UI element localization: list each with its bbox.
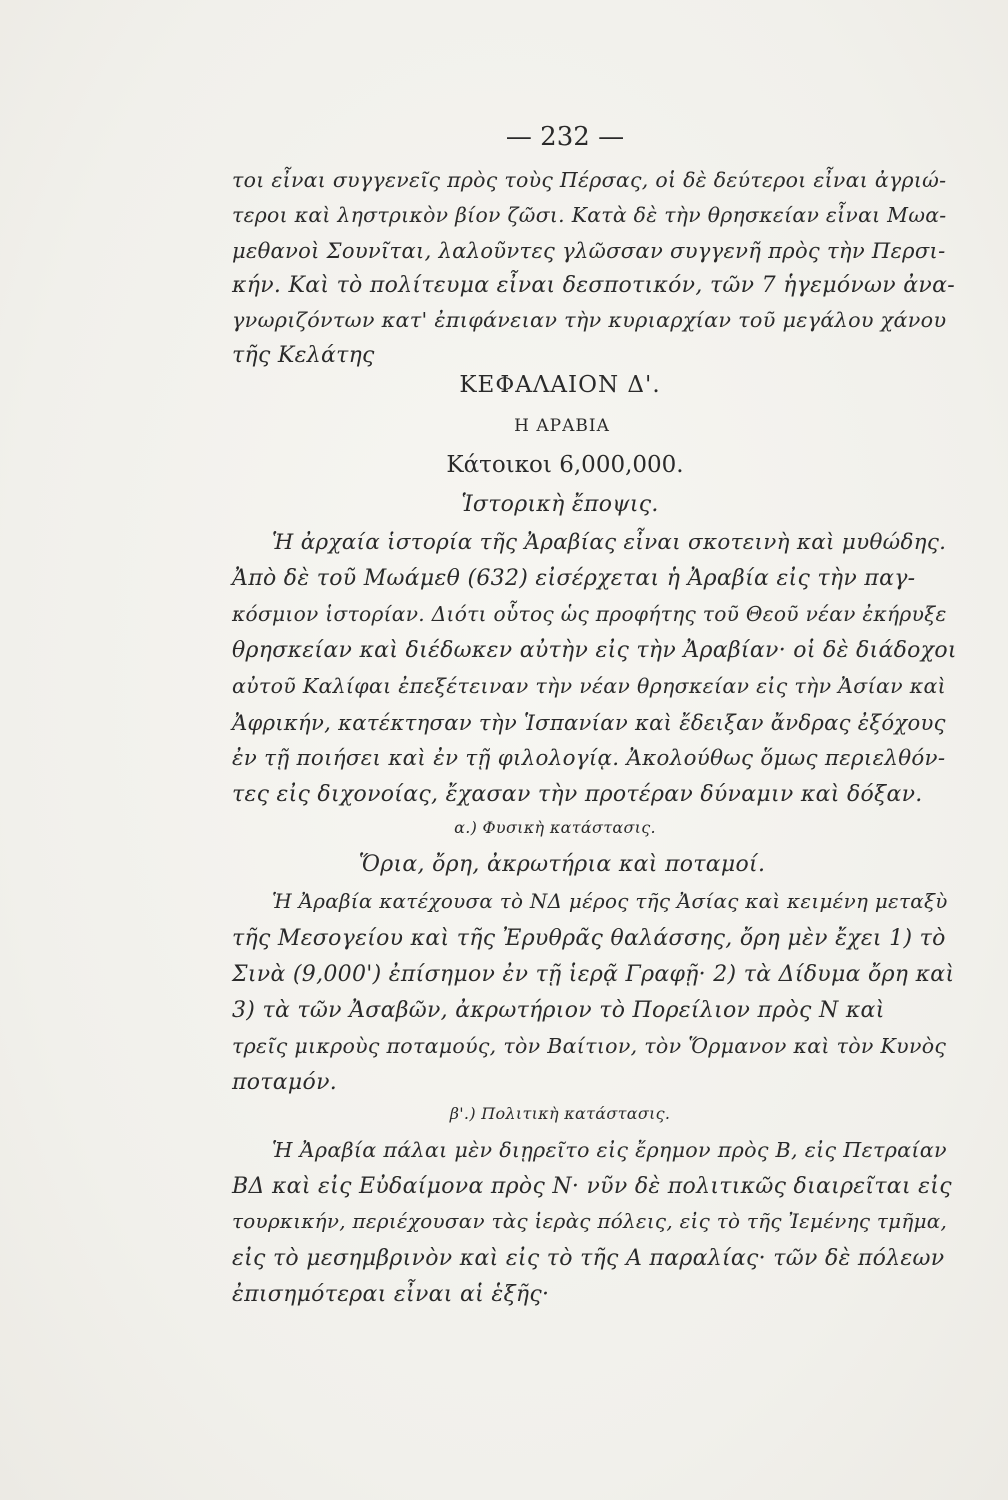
page-number: — 232 —	[505, 122, 625, 152]
population-line: Κάτοικοι 6,000,000.	[446, 452, 684, 478]
paragraph-3-line: Ἡ Ἀραβία κατέχουσα τὸ ΝΔ μέρος τῆς Ἀσίας καὶ κειμένη μεταξὺ	[272, 890, 948, 913]
historical-overview-heading: Ἱστορικὴ ἔποψις.	[461, 492, 659, 517]
section-b-heading: β'.) Πολιτικὴ κατάστασις.	[449, 1104, 671, 1123]
paragraph-1-line: τεροι καὶ ληστρικὸν βίον ζῶσι. Κατὰ δὲ τὴν θρησκείαν εἶναι Μωα-	[232, 203, 947, 227]
paragraph-1-line: γνωριζόντων κατ' ἐπιφάνειαν τὴν κυριαρχίαν τοῦ μεγάλου χάνου	[232, 308, 947, 332]
paragraph-3-line: Σινὰ (9,000') ἐπίσημον ἐν τῇ ἱερᾷ Γραφῇ· 2) τὰ Δίδυμα ὄρη καὶ	[232, 962, 955, 987]
paragraph-2-line: θρησκείαν καὶ διέδωκεν αὐτὴν εἰς τὴν Ἀραβίαν· οἱ δὲ διάδοχοι	[232, 638, 957, 663]
paragraph-2-line: Ἡ ἀρχαία ἱστορία τῆς Ἀραβίας εἶναι σκοτεινὴ καὶ μυθώδης.	[272, 530, 947, 555]
paragraph-3-line: τρεῖς μικροὺς ποταμούς, τὸν Βαίτιον, τὸν Ὅρμανον καὶ τὸν Κυνὸς	[232, 1034, 947, 1058]
paragraph-2-line: κόσμιον ἱστορίαν. Διότι οὗτος ὡς προφήτης τοῦ Θεοῦ νέαν ἐκήρυξε	[232, 602, 947, 626]
paragraph-2-line: Ἀπὸ δὲ τοῦ Μωάμεθ (632) εἰσέρχεται ἡ Ἀραβία εἰς τὴν παγ-	[232, 566, 916, 591]
paragraph-4-line: ΒΔ καὶ εἰς Εὐδαίμονα πρὸς Ν· νῦν δὲ πολιτικῶς διαιρεῖται εἰς	[232, 1174, 952, 1199]
paragraph-2-line: ἐν τῇ ποιήσει καὶ ἐν τῇ φιλολογίᾳ. Ἀκολούθως ὅμως περιελθόν-	[232, 746, 946, 771]
paragraph-4-line: εἰς τὸ μεσημβρινὸν καὶ εἰς τὸ τῆς Α παραλίας· τῶν δὲ πόλεων	[232, 1246, 945, 1271]
paragraph-1-line: τοι εἶναι συγγενεῖς πρὸς τοὺς Πέρσας, οἱ δὲ δεύτεροι εἶναι ἀγριώ-	[232, 168, 947, 192]
paragraph-1-line: μεθανοὶ Σουνῖται, λαλοῦντες γλῶσσαν συγγενῆ πρὸς τὴν Περσι-	[232, 238, 946, 263]
paragraph-3-line: ποταμόν.	[232, 1070, 338, 1095]
chapter-title: ΚΕΦΑΛΑΙΟΝ Δ'.	[459, 372, 661, 398]
section-a-subheading: Ὅρια, ὄρη, ἀκρωτήρια καὶ ποταμοί.	[358, 852, 766, 877]
paragraph-2-line: Ἀφρικήν, κατέκτησαν τὴν Ἱσπανίαν καὶ ἔδειξαν ἄνδρας ἐξόχους	[232, 710, 946, 735]
paragraph-1-line: τῆς Κελάτης	[232, 343, 375, 368]
paragraph-2-line: τες εἰς διχονοίας, ἔχασαν τὴν προτέραν δύναμιν καὶ δόξαν.	[232, 782, 923, 807]
paragraph-4-line: τουρκικήν, περιέχουσαν τὰς ἱερὰς πόλεις, εἰς τὸ τῆς Ἰεμένης τμῆμα,	[232, 1210, 948, 1233]
country-title: Η ΑΡΑΒΙΑ	[514, 416, 610, 436]
section-a-heading: α.) Φυσικὴ κατάστασις.	[454, 818, 656, 837]
paragraph-1-line: κήν. Καὶ τὸ πολίτευμα εἶναι δεσποτικόν, τῶν 7 ἡγεμόνων ἀνα-	[232, 273, 955, 298]
paragraph-2-line: αὐτοῦ Καλίφαι ἐπεξέτειναν τὴν νέαν θρησκείαν εἰς τὴν Ἀσίαν καὶ	[232, 674, 946, 698]
paragraph-4-line: Ἡ Ἀραβία πάλαι μὲν διῃρεῖτο εἰς ἔρημον πρὸς Β, εἰς Πετραίαν	[272, 1138, 947, 1162]
paragraph-3-line: 3) τὰ τῶν Ἀσαβῶν, ἀκρωτήριον τὸ Πορείλιον πρὸς Ν καὶ	[232, 998, 885, 1023]
paragraph-3-line: τῆς Μεσογείου καὶ τῆς Ἐρυθρᾶς θαλάσσης, ὄρη μὲν ἔχει 1) τὸ	[232, 926, 946, 951]
paragraph-4-line: ἐπισημότεραι εἶναι αἱ ἑξῆς·	[232, 1282, 550, 1307]
